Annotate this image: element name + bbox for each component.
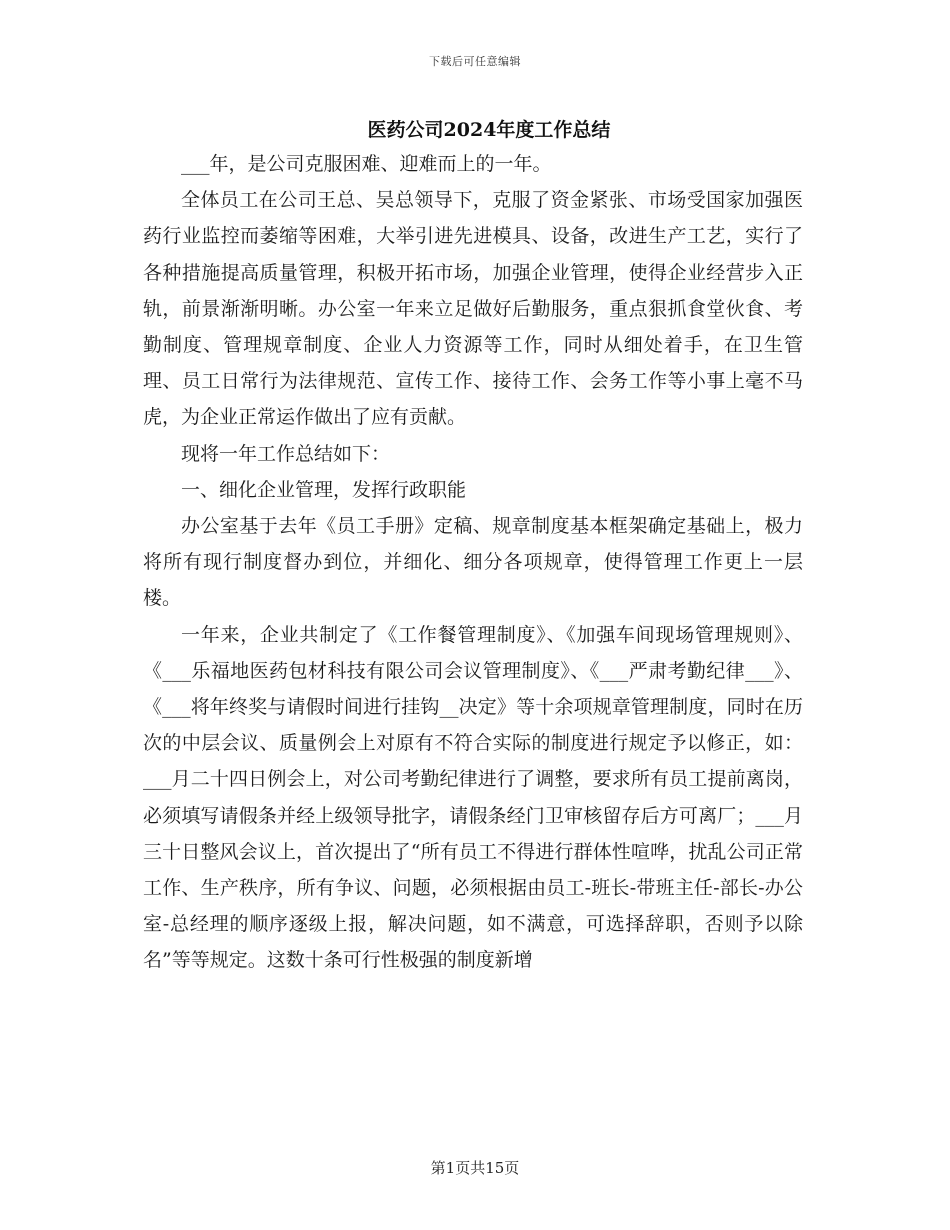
section-heading-1: 一、细化企业管理，发挥行政职能 bbox=[181, 478, 467, 501]
document-title: 医药公司2024年度工作总结 bbox=[367, 119, 611, 141]
paragraph-management-basis: 办公室基于去年《员工手册》定稿、规章制度基本框架确定基础上，极力将所有现行制度督办到位，并细化、细分各项规章，使得管理工作更上一层楼。 bbox=[143, 515, 803, 610]
paragraph-overview: 全体员工在公司王总、吴总领导下，克服了资金紧张、市场受国家加强医药行业监控而萎缩等困难，大举引进先进模具、设备，改进生产工艺，实行了各种措施提高质量管理，积极开拓市场，加强企业管理，使得企业经营步入正轨，前景渐渐明晰。办公室一年来立足做好后勤服务，重点狠抓食堂伙食、考勤制度、管理规章制度、企业人力资源等工作，同时从细处着手，在卫生管理、员工日常行为法律规范、宣传工作、接待工作、会务工作等小事上毫不马虎，为企业正常运作做出了应有贡献。 bbox=[143, 189, 803, 429]
page-number: 第1页共15页 bbox=[430, 1159, 520, 1177]
paragraph-intro: ___年，是公司克服困难、迎难而上的一年。 bbox=[181, 153, 552, 175]
document-body bbox=[143, 146, 803, 979]
page-header-note: 下载后可任意编辑 bbox=[429, 55, 521, 68]
paragraph-regulations: 一年来，企业共制定了《工作餐管理制度》、《加强车间现场管理规则》、《___乐福地医药包材科技有限公司会议管理制度》、《___严肃考勤纪律___》、《___将年终奖与请假时间进行挂钩__决定》等十余项规章管理制度，同时在历次的中层会议、质量例会上对原有不符合实际的制度进行规定予以修正，如：___月二十四日例会上，对公司考勤纪律进行了调整，要求所有员工提前离岗，必须填写请假条并经上级领导批字，请假条经门卫审核留存后方可离厂；___月三十日整风会议上，首次提出了“所有员工不得进行群体性喧哗，扰乱公司正常工作、生产秩序，所有争议、问题，必须根据由员工-班长-带班主任-部长-办公室-总经理的顺序逐级上报，解决问题，如不满意，可选择辞职，否则予以除名”等等规定。这数十条可行性极强的制度新增 bbox=[143, 623, 803, 972]
paragraph-summary-lead: 现将一年工作总结如下： bbox=[181, 442, 391, 465]
